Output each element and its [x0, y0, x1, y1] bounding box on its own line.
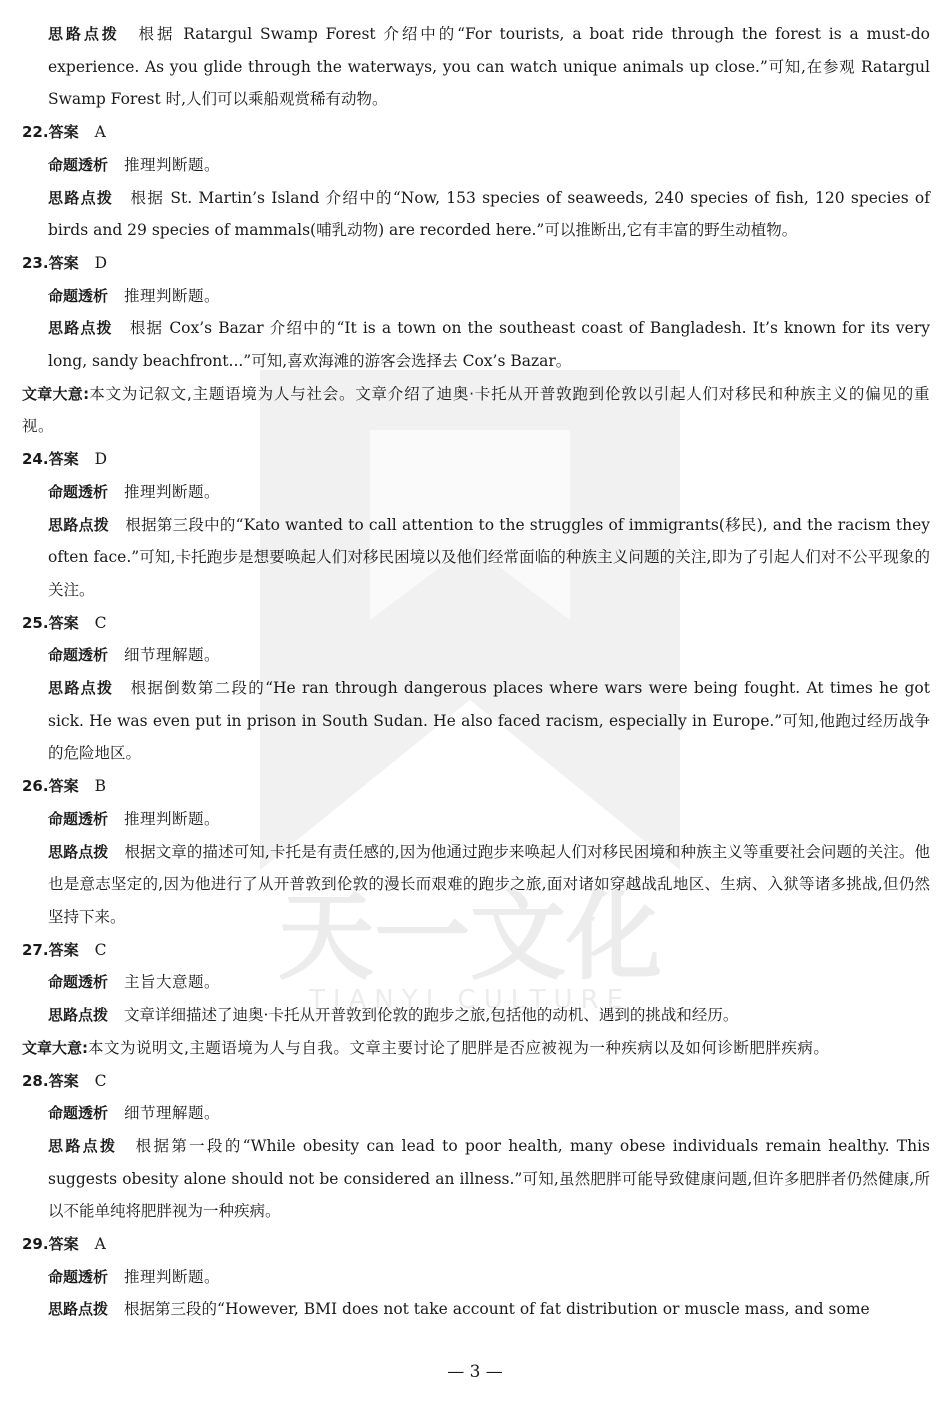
- answer-value: C: [94, 613, 107, 632]
- hint-row: [22, 1130, 930, 1228]
- question-type-text: 推理判断题。: [124, 482, 221, 501]
- question-number: 27.: [22, 940, 49, 959]
- hint-text: 根据第一段的“While obesity can lead to poor health, many obese individuals remain healthy. This suggests obesity alone should not be considered an illness.”可知,虽然肥胖可能导致健康问题,但许多肥胖者仍然健康,所以不能单纯将肥胖视为一种疾病。: [48, 1136, 930, 1221]
- hint-text: 根据倒数第二段的“He ran through dangerous places where wars were being fought. At times he got sick. He was even put in prison in South Sudan. He also faced racism, especially in Europe.”可知,他跑过经历战争的危险地区。: [48, 679, 930, 763]
- answer-row: [22, 770, 930, 803]
- hint-label: 思路点拨: [48, 188, 114, 207]
- question-type-text: 细节理解题。: [124, 646, 221, 665]
- question-type-label: 命题透析: [48, 482, 109, 501]
- question-type-label: 命题透析: [48, 1267, 109, 1286]
- question-type-text: 推理判断题。: [124, 809, 221, 828]
- hint-row: [22, 182, 930, 247]
- summary-text: 本文为记叙文,主题语境为人与社会。文章介绍了迪奥·卡托从开普敦跑到伦敦以引起人们对移民和种族主义的偏见的重视。: [22, 384, 930, 436]
- hint-label: 思路点拨: [48, 515, 110, 534]
- hint-label: 思路点拨: [48, 842, 109, 861]
- hint-label: 思路点拨: [48, 679, 114, 698]
- answer-label: 答案: [48, 1235, 79, 1254]
- hint-text: 根据文章的描述可知,卡托是有责任感的,因为他通过跑步来唤起人们对移民困境和种族主义等重要社会问题的关注。他也是意志坚定的,因为他进行了从开普敦到伦敦的漫长而艰难的跑步之旅,面对诸如穿越战乱地区、生病、入狱等诸多挑战,但仍然坚持下来。: [48, 842, 930, 926]
- answer-value: C: [94, 940, 107, 959]
- hint-text: 根据第三段中的“Kato wanted to call attention to the struggles of immigrants(移民), and the racism they often face.”可知,卡托跑步是想要唤起人们对移民困境以及他们经常面临的种族主义问题的关注,即为了引起人们对不公平现象的关注。: [48, 515, 930, 599]
- hint-text: 根据第三段的“However, BMI does not take account of fat distribution or muscle mass, and some: [124, 1300, 870, 1319]
- hint-row: [22, 999, 930, 1032]
- answer-value: B: [94, 777, 106, 796]
- hint-label: 思路点拨: [48, 1300, 109, 1319]
- question-number: 26.: [22, 777, 49, 796]
- hint-label: 思路点拨: [48, 1006, 109, 1025]
- answer-row: [22, 247, 930, 280]
- question-type-row: [22, 1261, 930, 1294]
- answer-explanations: [22, 18, 930, 1326]
- hint-row: [22, 312, 930, 377]
- hint-row: [22, 1293, 930, 1326]
- hint-row: [22, 18, 930, 116]
- question-number: 24.: [22, 450, 49, 469]
- question-type-label: 命题透析: [48, 973, 109, 992]
- summary-label: 文章大意:: [22, 384, 90, 403]
- answer-row: [22, 1065, 930, 1098]
- hint-text: 根据 Ratargul Swamp Forest 介绍中的“For tourists, a boat ride through the forest is a must-do experience. As you glide through the waterways, you can watch unique animals up close.”可知,在参观 Ratargul Swamp Forest 时,人们可以乘船观赏稀有动物。: [48, 25, 930, 109]
- question-type-text: 主旨大意题。: [124, 973, 221, 992]
- question-type-text: 推理判断题。: [124, 155, 221, 174]
- watermark-subtext: TIANYI CULTURE: [308, 985, 632, 1010]
- answer-label: 答案: [48, 1071, 79, 1090]
- answer-value: D: [94, 253, 108, 272]
- summary-label: 文章大意:: [22, 1038, 88, 1057]
- answer-label: 答案: [48, 253, 79, 272]
- question-type-row: [22, 803, 930, 836]
- answer-value: C: [94, 1071, 107, 1090]
- question-type-row: [22, 639, 930, 672]
- answer-label: 答案: [48, 940, 79, 959]
- answer-label: 答案: [48, 777, 79, 796]
- hint-text: 文章详细描述了迪奥·卡托从开普敦到伦敦的跑步之旅,包括他的动机、遇到的挑战和经历。: [124, 1006, 739, 1025]
- watermark-text: 天一文化: [278, 881, 662, 993]
- question-number: 25.: [22, 613, 49, 632]
- answer-label: 答案: [48, 450, 79, 469]
- question-type-row: [22, 476, 930, 509]
- answer-value: A: [94, 1235, 106, 1254]
- question-type-row: [22, 966, 930, 999]
- hint-label: 思路点拨: [48, 319, 113, 338]
- question-type-row: [22, 1097, 930, 1130]
- answer-label: 答案: [48, 613, 79, 632]
- hint-text: 根据 Cox’s Bazar 介绍中的“It is a town on the southeast coast of Bangladesh. It’s known for its very long, sandy beachfront...”可知,喜欢海滩的游客会选择去 Cox’s Bazar。: [48, 319, 930, 371]
- question-type-text: 推理判断题。: [124, 286, 221, 305]
- answer-label: 答案: [48, 123, 79, 142]
- question-type-label: 命题透析: [48, 155, 109, 174]
- hint-row: [22, 836, 930, 934]
- question-number: 28.: [22, 1071, 49, 1090]
- summary-text: 本文为说明文,主题语境为人与自我。文章主要讨论了肥胖是否应被视为一种疾病以及如何诊断肥胖疾病。: [88, 1038, 830, 1057]
- page-number: — 3 —: [447, 1362, 503, 1382]
- hint-row: [22, 672, 930, 770]
- question-type-label: 命题透析: [48, 809, 109, 828]
- question-type-label: 命题透析: [48, 286, 109, 305]
- hint-text: 根据 St. Martin’s Island 介绍中的“Now, 153 species of seaweeds, 240 species of fish, 120 species of birds and 29 species of mammals(哺乳动物) are recorded here.”可以推断出,它有丰富的野生动植物。: [48, 188, 930, 240]
- answer-row: [22, 1228, 930, 1261]
- answer-row: [22, 934, 930, 967]
- hint-row: [22, 509, 930, 607]
- question-number: 22.: [22, 123, 49, 142]
- question-type-row: [22, 280, 930, 313]
- question-number: 23.: [22, 253, 49, 272]
- summary-row: [22, 378, 930, 443]
- summary-row: [22, 1032, 930, 1065]
- answer-row: [22, 116, 930, 149]
- question-number: 29.: [22, 1235, 49, 1254]
- answer-row: [22, 443, 930, 476]
- answer-row: [22, 607, 930, 640]
- question-type-label: 命题透析: [48, 1104, 109, 1123]
- question-type-row: [22, 149, 930, 182]
- question-type-text: 细节理解题。: [124, 1104, 221, 1123]
- answer-value: D: [94, 450, 108, 469]
- question-type-text: 推理判断题。: [124, 1267, 221, 1286]
- hint-label: 思路点拨: [48, 1136, 118, 1155]
- question-type-label: 命题透析: [48, 646, 109, 665]
- hint-label: 思路点拨: [48, 25, 120, 43]
- answer-value: A: [94, 123, 106, 142]
